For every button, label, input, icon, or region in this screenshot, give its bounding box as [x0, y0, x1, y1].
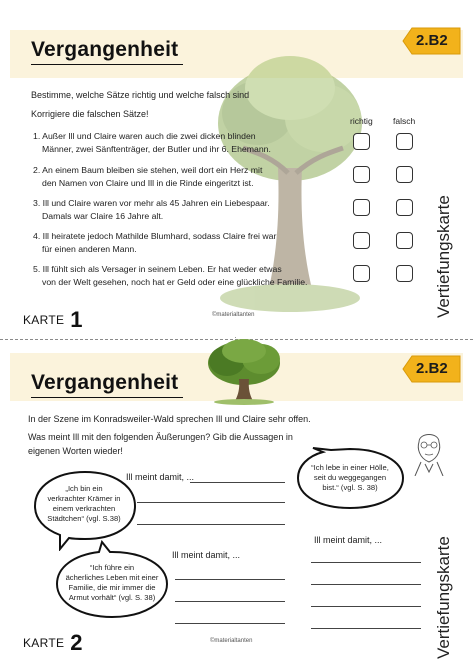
checkbox-4-richtig[interactable]: [353, 232, 370, 249]
statement-1: [33, 130, 333, 155]
quote-1-line-3: einem verkrachten: [52, 504, 116, 513]
statement-1-line-2: Männer, zwei Sänftenträger, der Butler und ihr 6. Ehemann.: [42, 143, 271, 154]
statement-3-line-1: 3. Ill und Claire waren vor mehr als 45 Jahren ein Liebespaar.: [33, 198, 270, 208]
answer-line-1c[interactable]: [137, 524, 285, 525]
quote-1-line-1: „Ich bin ein: [65, 484, 103, 493]
answer-line-3b[interactable]: [311, 584, 421, 585]
title-underline: [31, 64, 183, 65]
checkbox-5-falsch[interactable]: [396, 265, 413, 282]
copyright-footer: ©materialtanten: [212, 312, 255, 318]
card-title: Vergangenheit: [31, 371, 179, 394]
statement-2-line-1: 2. An einem Baum bleiben sie stehen, weil dort ein Herz mit: [33, 165, 263, 175]
quote-1: [34, 484, 134, 524]
answer-line-2c[interactable]: [175, 623, 285, 624]
quote-3-line-1: “Ich lebe in einer Hölle,: [311, 463, 389, 472]
checkbox-2-falsch[interactable]: [396, 166, 413, 183]
column-header-richtig: richtig: [350, 116, 373, 126]
statement-1-line-1: 1. Außer Ill und Claire waren auch die zwei dicken blinden: [33, 131, 256, 141]
instruction-line-3: eigenen Worten wieder!: [28, 446, 123, 456]
instruction-line-1: Bestimme, welche Sätze richtig und welche falsch sind: [31, 90, 250, 100]
level-badge: [402, 26, 462, 56]
statement-5-line-1: 5. Ill fühlt sich als Versager in seinem Leben. Er hat weder etwas: [33, 264, 282, 274]
karte-number: 1: [70, 307, 83, 332]
card-number-label: [23, 304, 83, 330]
checkbox-2-richtig[interactable]: [353, 166, 370, 183]
answer-line-3d[interactable]: [311, 628, 421, 629]
card-title: Vergangenheit: [31, 38, 179, 61]
karte-number: 2: [70, 630, 83, 655]
answer-line-3c[interactable]: [311, 606, 421, 607]
title-underline: [31, 397, 183, 398]
card-number-label: [23, 627, 83, 653]
copyright-footer: ©materialtanten: [210, 638, 253, 644]
answer-line-2b[interactable]: [175, 601, 285, 602]
quote-1-line-2: verkrachter Krämer in: [47, 494, 121, 503]
statement-2-line-2: den Namen von Claire und Ill in die Rinde eingeritzt ist.: [42, 177, 254, 188]
quote-1-line-4: Städtchen“ (vgl. S.38): [47, 514, 121, 523]
quote-2-line-4: Armut vorhält“ (vgl. S. 38): [68, 593, 156, 602]
badge-label: 2.B2: [416, 32, 448, 49]
karte-word: KARTE: [23, 636, 65, 650]
checkbox-5-richtig[interactable]: [353, 265, 370, 282]
statement-3: [33, 197, 333, 222]
quote-3: [300, 463, 400, 493]
checkbox-1-falsch[interactable]: [396, 133, 413, 150]
quote-3-line-3: bist.“ (vgl. S. 38): [322, 483, 378, 492]
checkbox-3-falsch[interactable]: [396, 199, 413, 216]
quote-2-line-3: Familie, die mir immer die: [68, 583, 156, 592]
answer-line-1a[interactable]: [190, 482, 285, 483]
statement-2: [33, 164, 333, 189]
statement-3-line-2: Damals war Claire 16 Jahre alt.: [42, 210, 164, 221]
statement-5-line-2: von der Welt gesehen, noch hat er Geld oder eine glückliche Familie.: [42, 276, 308, 287]
portrait-illustration: [411, 428, 447, 476]
instruction-line-2: Was meint Ill mit den folgenden Äußerungen? Gib die Aussagen in: [28, 432, 293, 442]
side-label: Vertiefungskarte: [434, 536, 453, 659]
quote-3-line-2: seit du weggegangen: [313, 473, 387, 482]
answer-line-2a[interactable]: [175, 579, 285, 580]
quote-2: [56, 563, 168, 603]
checkbox-3-richtig[interactable]: [353, 199, 370, 216]
checkbox-1-richtig[interactable]: [353, 133, 370, 150]
prompt-3: Ill meint damit, ...: [314, 535, 383, 545]
karte-word: KARTE: [23, 313, 65, 327]
statement-4-line-2: für einen anderen Mann.: [42, 243, 137, 254]
statement-5: [33, 263, 343, 288]
level-badge: [402, 354, 462, 384]
instruction-line-2: Korrigiere die falschen Sätze!: [31, 109, 149, 119]
checkbox-4-falsch[interactable]: [396, 232, 413, 249]
column-header-falsch: falsch: [393, 116, 416, 126]
answer-line-1b[interactable]: [137, 502, 285, 503]
statement-4: [33, 230, 333, 255]
quote-2-line-2: ächerliches Leben mit einer: [65, 573, 159, 582]
statement-4-line-1: 4. Ill heiratete jedoch Mathilde Blumhard, sodass Claire frei war: [33, 231, 277, 241]
quote-2-line-1: “Ich führe ein: [89, 563, 135, 572]
prompt-1: Ill meint damit, ...: [126, 472, 195, 482]
prompt-2: Ill meint damit, ...: [172, 550, 241, 560]
tree-icon: [205, 339, 283, 405]
task-card-2: [0, 341, 473, 668]
badge-label: 2.B2: [416, 360, 448, 377]
instruction-line-1: In der Szene im Konradsweiler-Wald sprechen Ill und Claire sehr offen.: [28, 414, 311, 424]
side-label: Vertiefungskarte: [434, 195, 453, 318]
answer-line-3a[interactable]: [311, 562, 421, 563]
